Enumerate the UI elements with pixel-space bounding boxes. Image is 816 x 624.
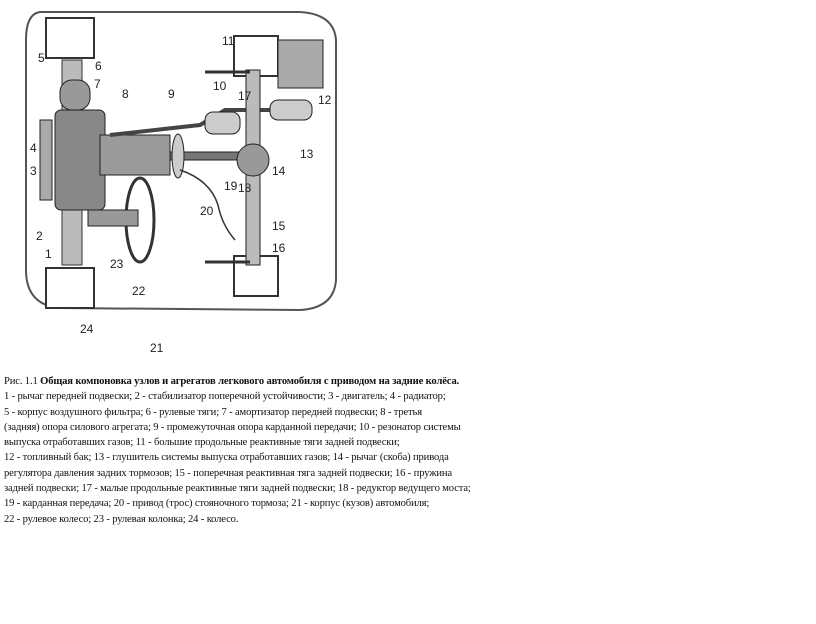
muffler: [270, 100, 312, 120]
figure-caption: [4, 374, 471, 527]
caption-line: 5 - корпус воздушного фильтра; 6 - рулевые тяги; 7 - амортизатор передней подвески; 8 - третья: [4, 406, 422, 418]
caption-line: задней подвески; 17 - малые продольные реактивные тяги задней подвески; 18 - редуктор ведущего моста;: [4, 483, 471, 495]
caption-prefix: Рис. 1.1: [4, 376, 38, 387]
wheel-front-left: [46, 18, 94, 58]
air-filter: [60, 80, 90, 110]
caption-line: 12 - топливный бак; 13 - глушитель системы выпуска отработавших газов; 14 - рычаг (скоба) привода: [4, 452, 449, 464]
steering-column: [88, 210, 138, 226]
part-label-24: 24: [80, 322, 94, 336]
part-label-6: 6: [95, 59, 102, 73]
wheel-front-right: [46, 268, 94, 308]
part-label-2: 2: [36, 229, 43, 243]
gearbox: [100, 135, 170, 175]
caption-line: (задняя) опора силового агрегата; 9 - промежуточная опора карданной передачи; 10 - резонатор системы: [4, 421, 461, 433]
part-label-9: 9: [168, 87, 175, 101]
part-label-1: 1: [45, 247, 52, 261]
caption-line: 19 - карданная передача; 20 - привод (трос) стояночного тормоза; 21 - корпус (кузов) автомобиля;: [4, 498, 430, 510]
part-label-4: 4: [30, 141, 37, 155]
rear-differential: [237, 144, 269, 176]
part-label-16: 16: [272, 241, 286, 255]
part-label-5: 5: [38, 51, 45, 65]
caption-line: выпуска отработавших газов; 11 - большие продольные реактивные тяги задней подвески;: [4, 437, 400, 449]
radiator: [40, 120, 52, 200]
part-label-20: 20: [200, 204, 214, 218]
part-label-14: 14: [272, 164, 286, 178]
part-label-19: 19: [224, 179, 238, 193]
part-label-3: 3: [30, 164, 37, 178]
engine: [55, 110, 105, 210]
part-label-13: 13: [300, 147, 314, 161]
part-label-7: 7: [94, 77, 101, 91]
part-label-21: 21: [150, 341, 164, 355]
part-label-8: 8: [122, 87, 129, 101]
part-label-11: 11: [222, 34, 235, 48]
resonator: [205, 112, 240, 134]
part-label-17: 17: [238, 89, 252, 103]
part-label-12: 12: [318, 93, 332, 107]
part-label-15: 15: [272, 219, 286, 233]
caption-title-line: [4, 374, 460, 389]
fuel-tank: [278, 40, 323, 88]
caption-line: 22 - рулевое колесо; 23 - рулевая колонка; 24 - колесо.: [4, 513, 239, 525]
part-label-23: 23: [110, 257, 124, 271]
part-label-18: 18: [238, 181, 252, 195]
car-layout-diagram: [0, 0, 360, 365]
part-label-10: 10: [213, 79, 227, 93]
caption-title: Общая компоновка узлов и агрегатов легкового автомобиля с приводом на задние колёса.: [40, 376, 460, 387]
caption-line: 1 - рычаг передней подвески; 2 - стабилизатор поперечной устойчивости; 3 - двигатель; 4 - радиатор;: [4, 391, 446, 403]
caption-line: регулятора давления задних тормозов; 15 - поперечная реактивная тяга задней подвески; 16 - пружина: [4, 467, 452, 479]
part-label-22: 22: [132, 284, 146, 298]
